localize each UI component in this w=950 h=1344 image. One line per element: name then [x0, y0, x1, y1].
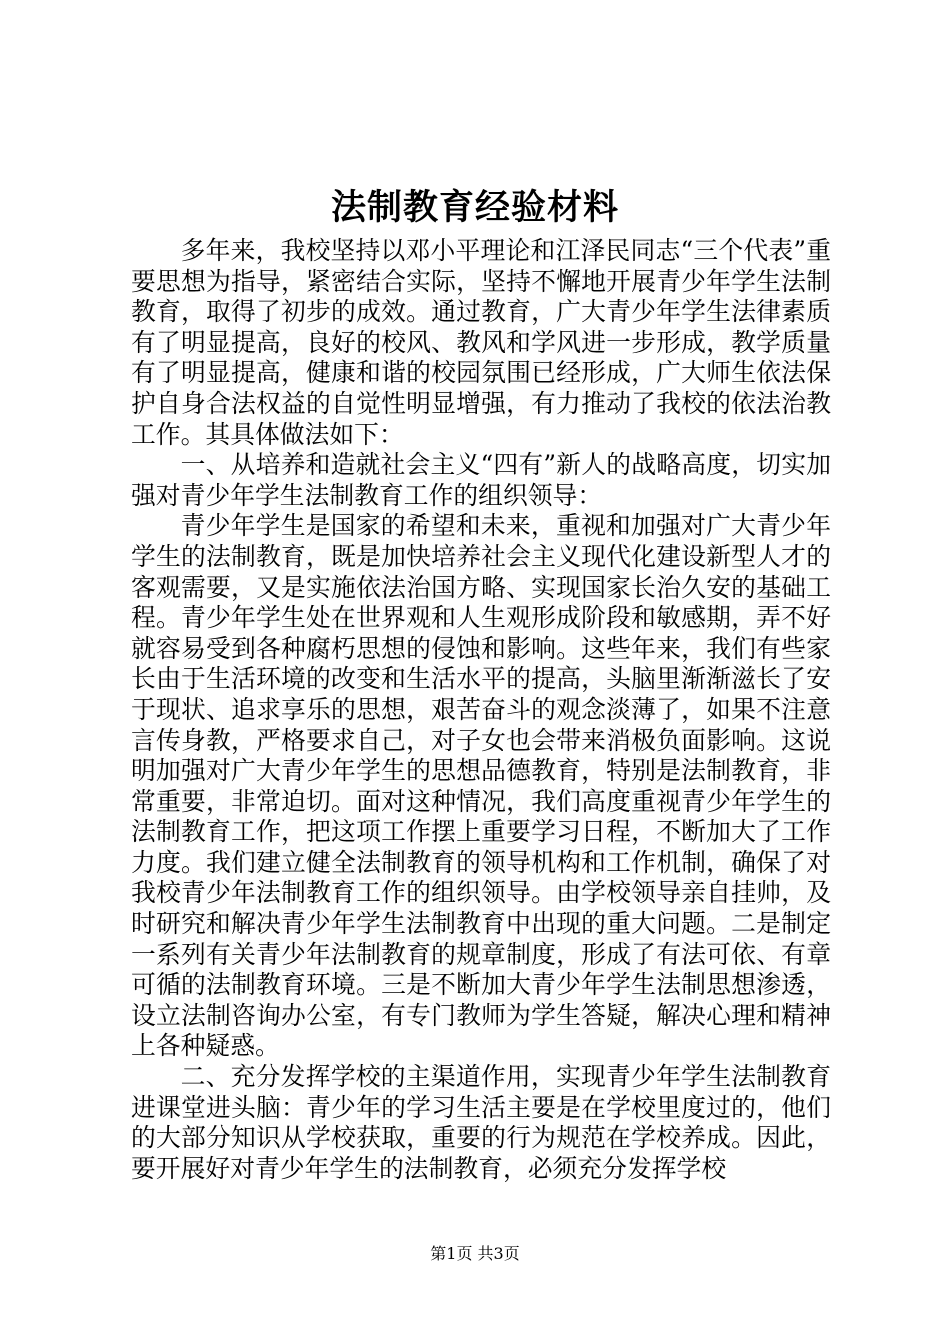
paragraph-section-1-body: 青少年学生是国家的希望和未来，重视和加强对广大青少年学生的法制教育，既是加快培养社会主义现代化建设新型人才的客观需要，又是实施依法治国方略、实现国家长治久安的基础工程。青少年学生处在世界观和人生观形成阶段和敏感期，弄不好就容易受到各种腐朽思想的侵蚀和影响。这些年来，我们有些家长由于生活环境的改变和生活水平的提高，头脑里渐渐滋长了安于现状、追求享乐的思想，艰苦奋斗的观念淡薄了，如果不注意言传身教，严格要求自己，对子女也会带来消极负面影响。这说明加强对广大青少年学生的思想品德教育，特别是法制教育，非常重要，非常迫切。面对这种情况，我们高度重视青少年学生的法制教育工作，把这项工作摆上重要学习日程，不断加大了工作力度。我们建立健全法制教育的领导机构和工作机制，确保了对我校青少年法制教育工作的组织领导。由学校领导亲自挂帅，及时研究和解决青少年学生法制教育中出现的重大问题。二是制定一系列有关青少年法制教育的规章制度，形成了有法可依、有章可循的法制教育环境。三是不断加大青少年学生法制思想渗透，设立法制咨询办公室，有专门教师为学生答疑，解决心理和精神上各种疑惑。	[131, 511, 831, 1061]
document-title: 法制教育经验材料	[330, 187, 619, 228]
page-footer: 第1页 共3页	[430, 1244, 520, 1263]
paragraph-intro: 多年来，我校坚持以邓小平理论和江泽民同志“三个代表”重要思想为指导，紧密结合实际，坚持不懈地开展青少年学生法制教育，取得了初步的成效。通过教育，广大青少年学生法律素质有了明显提高，良好的校风、教风和学风进一步形成，教学质量有了明显提高，健康和谐的校园氛围已经形成，广大师生依法保护自身合法权益的自觉性明显增强，有力推动了我校的依法治教工作。其具体做法如下：	[131, 236, 831, 449]
document-body	[131, 236, 831, 1184]
paragraph-section-1-heading: 一、从培养和造就社会主义“四有”新人的战略高度，切实加强对青少年学生法制教育工作的组织领导：	[131, 450, 831, 510]
paragraph-section-2: 二、充分发挥学校的主渠道作用，实现青少年学生法制教育进课堂进头脑：青少年的学习生活主要是在学校里度过的，他们的大部分知识从学校获取，重要的行为规范在学校养成。因此，要开展好对青少年学生的法制教育，必须充分发挥学校	[131, 1062, 831, 1183]
